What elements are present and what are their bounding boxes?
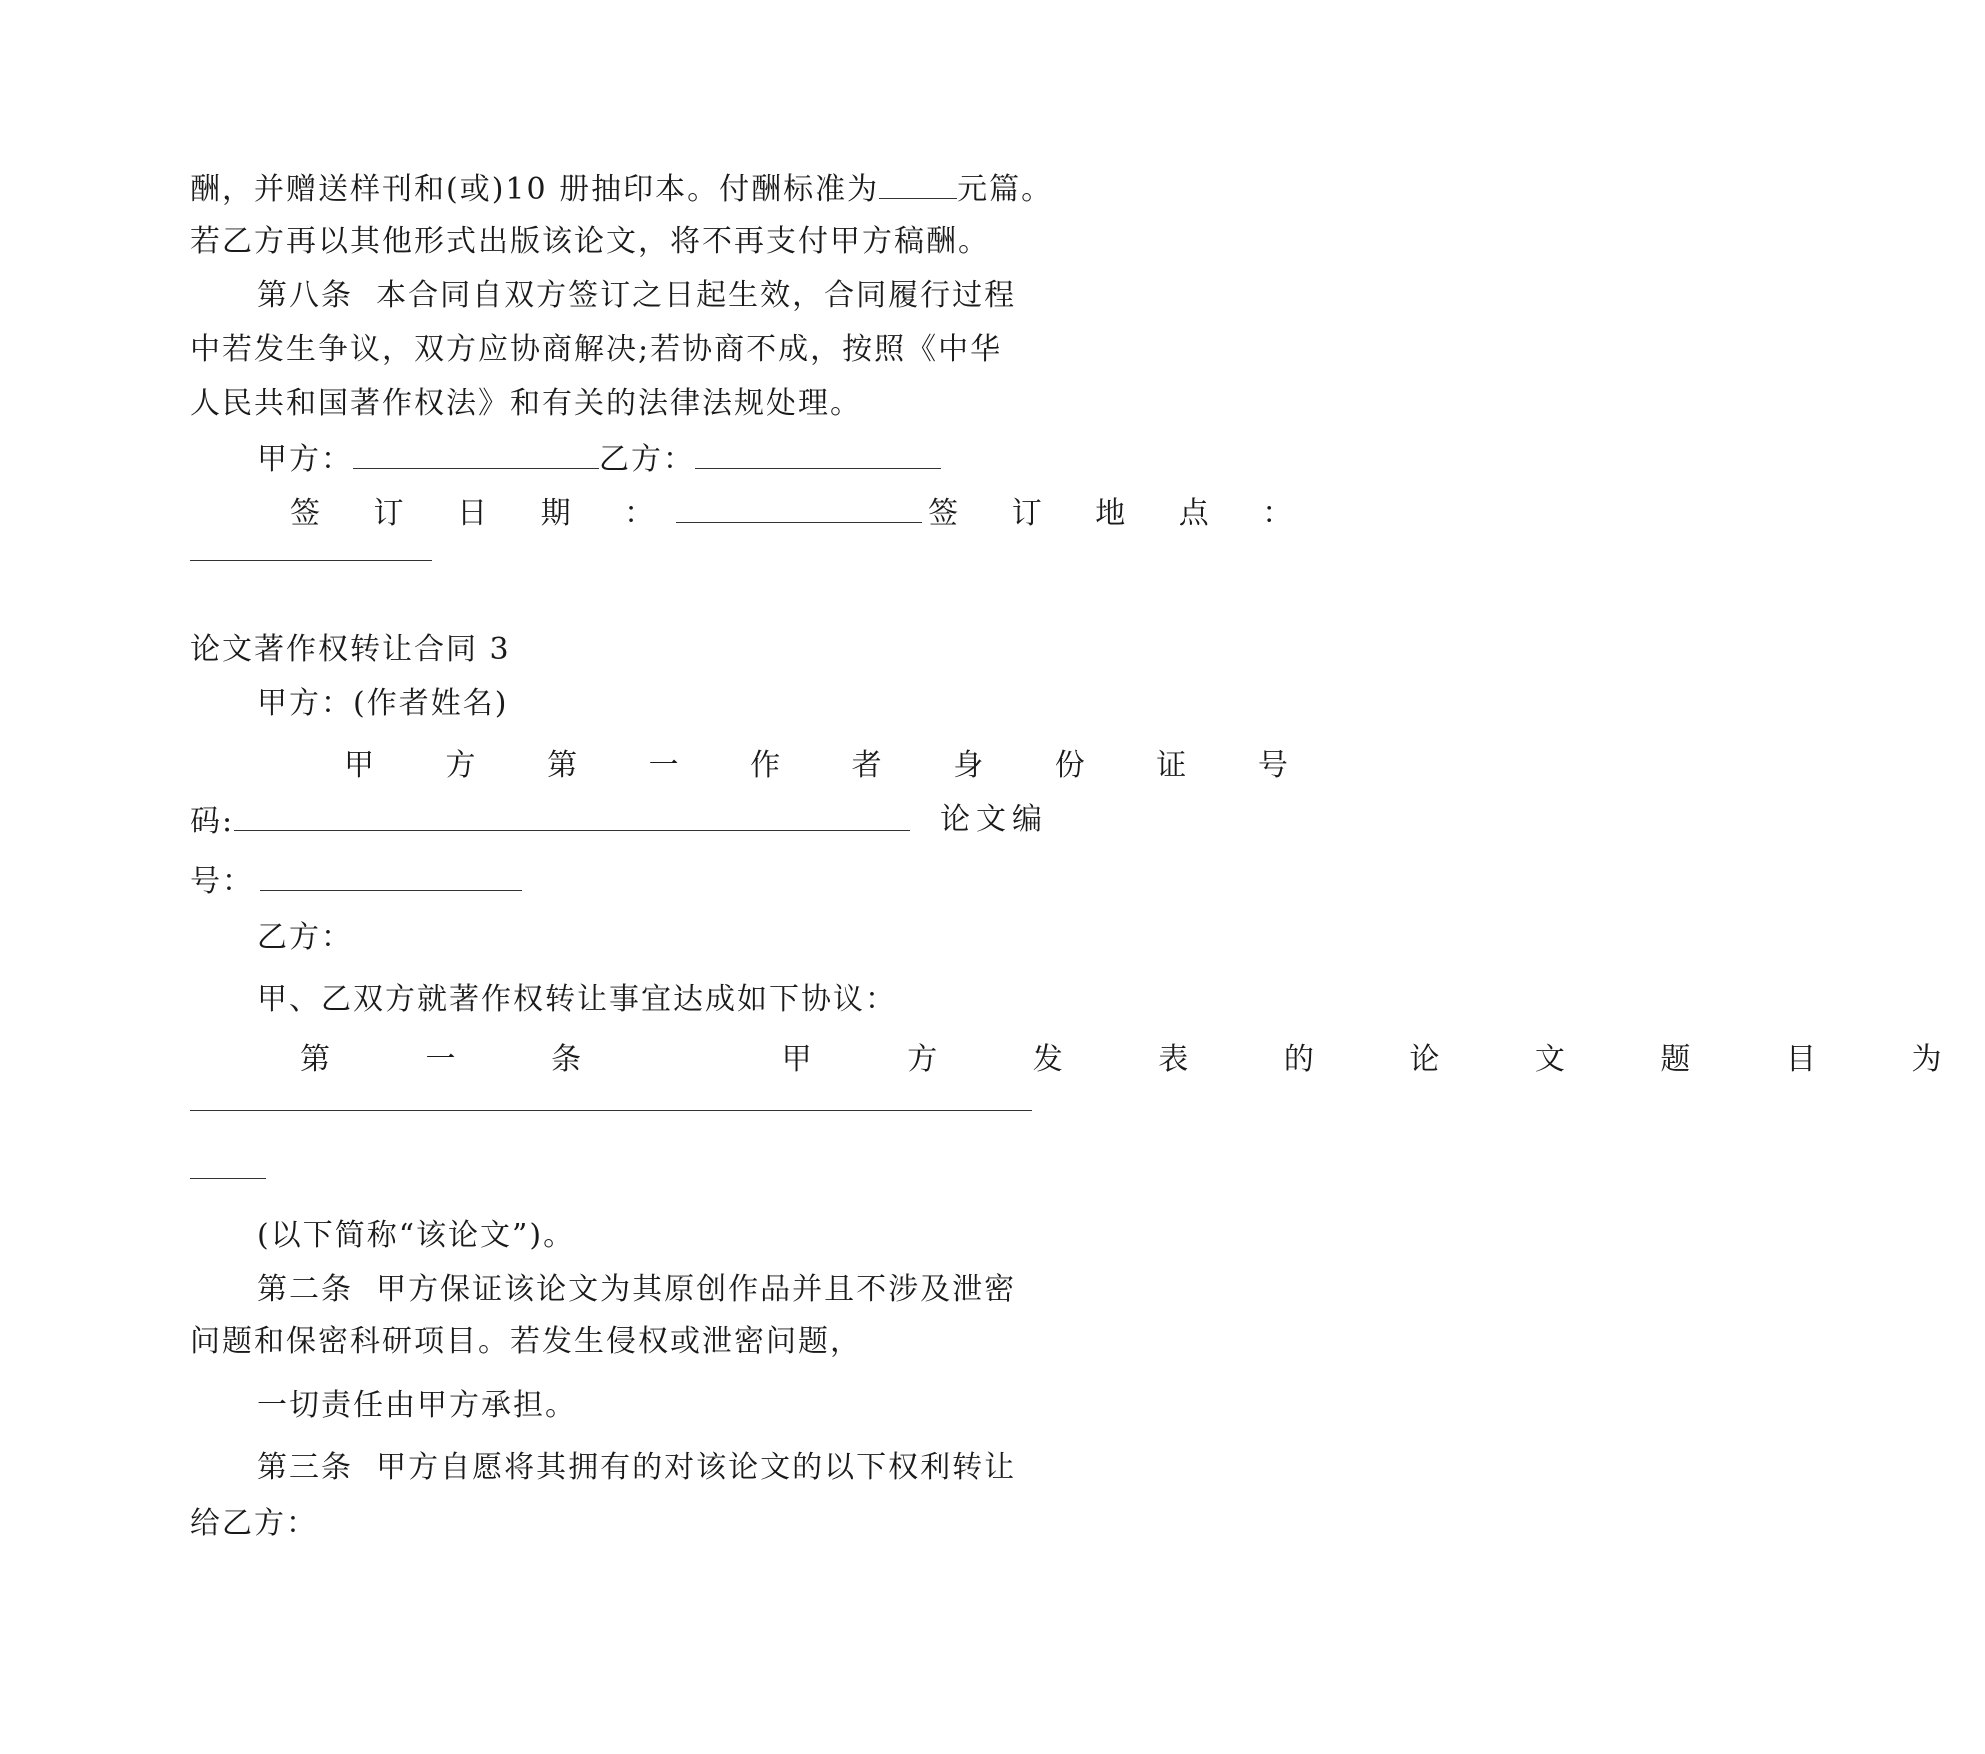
paper-number-line [190,860,522,902]
article1-note: (以下简称“该论文”)。 [257,1218,576,1253]
id-number-blank[interactable] [234,800,910,831]
contract3-title: 论文著作权转让合同 3 [190,632,511,667]
paper-number-blank[interactable] [260,860,522,891]
signing-date-blank[interactable] [676,492,922,523]
article3-line1: 第三条 甲方自愿将其拥有的对该论文的以下权利转让 [257,1450,1017,1485]
contract3-party-b: 乙方： [257,920,353,955]
article2-line2: 问题和保密科研项目。若发生侵权或泄密问题， [190,1324,862,1359]
paper-title-blank-2[interactable] [190,1178,266,1179]
agreement-intro: 甲、乙双方就著作权转让事宜达成如下协议： [257,982,897,1017]
article1-line1: 第 一 条 甲 方 发 表 的 论 文 题 目 为 [300,1042,1985,1077]
article8-line3: 人民共和国著作权法》和有关的法律法规处理。 [190,386,862,421]
article2-line3: 一切责任由甲方承担。 [257,1388,577,1423]
article2-line1: 第二条 甲方保证该论文为其原创作品并且不涉及泄密 [257,1272,1017,1307]
no-extra-pay-line: 若乙方再以其他形式出版该论文，将不再支付甲方稿酬。 [190,224,990,259]
signing-place-blank[interactable] [190,560,432,561]
payment-standard-line [190,168,1053,210]
id-number-label-line2: 码: [190,804,235,839]
paper-number-label-a: 论文编 [940,802,1048,837]
article8-line1: 第八条 本合同自双方签订之日起生效，合同履行过程 [257,278,1017,313]
party-b-label: 乙方： [599,442,695,477]
payment-amount-blank[interactable] [879,168,957,199]
party-b-blank[interactable] [695,438,941,469]
paper-number-label-b: 号： [190,864,254,899]
id-number-line [190,800,910,842]
article3-line2: 给乙方： [190,1506,318,1541]
payment-text: 酬，并赠送样刊和(或)10 册抽印本。付酬标准为 [190,172,880,207]
party-a-blank[interactable] [353,438,599,469]
signing-date-label: 签 订 日 期 ： [290,496,677,531]
contract3-party-a: 甲方：(作者姓名) [257,686,509,721]
paper-title-blank-1[interactable] [190,1110,1032,1111]
article8-line2: 中若发生争议，双方应协商解决;若协商不成，按照《中华 [190,332,1003,367]
party-a-label: 甲方： [257,442,353,477]
payment-unit: 元篇。 [957,172,1054,207]
signing-date-place-line [290,492,1314,534]
party-signature-line [257,438,941,480]
id-number-label-line1: 甲 方 第 一 作 者 身 份 证 号 [344,748,1319,783]
signing-place-label: 签 订 地 点 ： [928,496,1315,531]
